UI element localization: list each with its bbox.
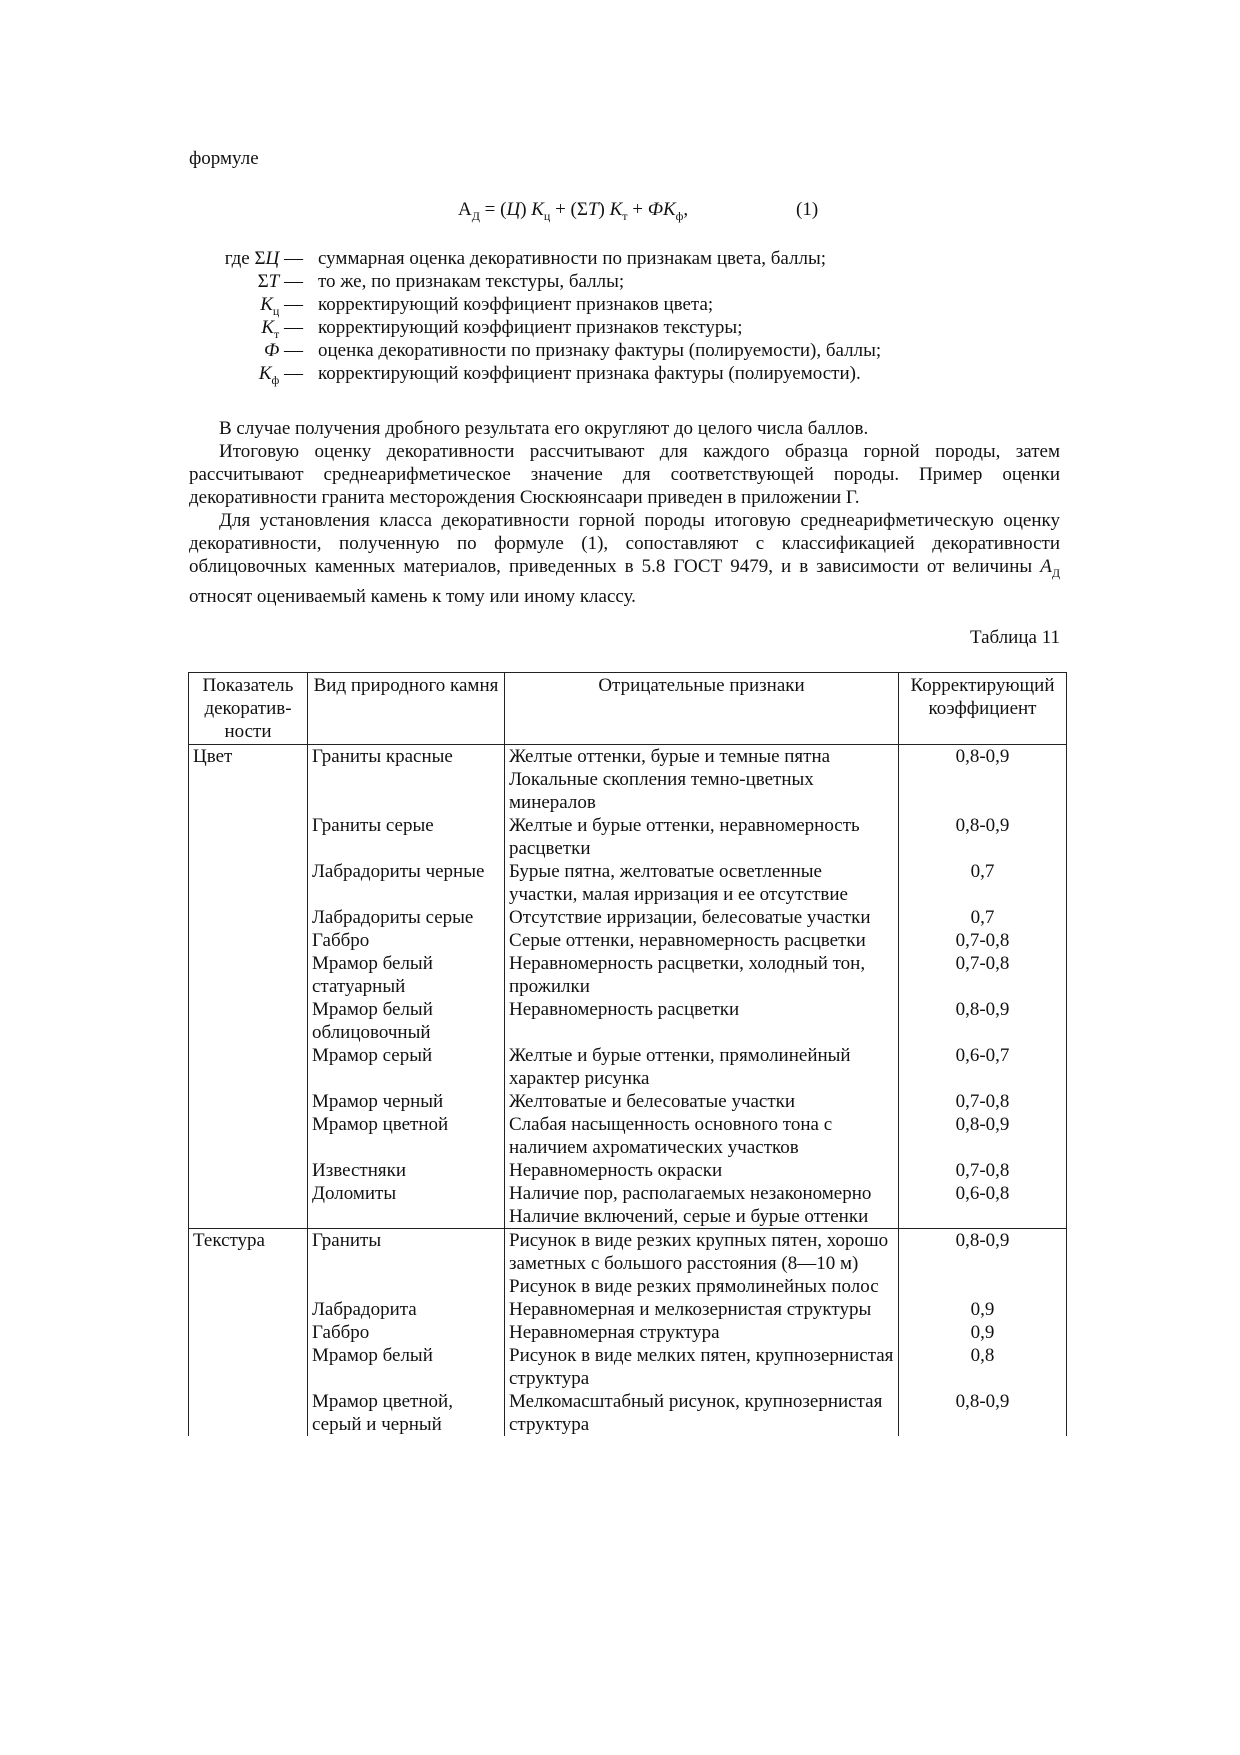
cell-signs: Неравномерность расцветки <box>505 998 899 1044</box>
cell-coefficient: 0,7-0,8 <box>899 1159 1067 1182</box>
where-symbol <box>259 363 303 388</box>
table-row <box>189 1205 1067 1229</box>
table-body <box>189 745 1067 1437</box>
cell-stone: Мрамор белый облицовочный <box>308 998 505 1044</box>
table-row <box>189 998 1067 1044</box>
where-symbol <box>261 317 303 342</box>
cell-indicator: Цвет <box>189 745 308 769</box>
table-row <box>189 1090 1067 1113</box>
cell-indicator <box>189 906 308 929</box>
cell-signs: Рисунок в виде резких крупных пятен, хорошо заметных с большого расстояния (8—10 м) <box>505 1229 899 1276</box>
where-prefix: где Σ <box>224 248 266 269</box>
cell-coefficient: 0,6-0,7 <box>899 1044 1067 1090</box>
cell-signs: Серые оттенки, неравномерность расцветки <box>505 929 899 952</box>
where-dash: — <box>279 363 303 384</box>
cell-coefficient: 0,8-0,9 <box>899 814 1067 860</box>
cell-signs: Желтоватые и белесоватые участки <box>505 1090 899 1113</box>
table-title: Таблица 11 <box>969 627 1060 648</box>
cell-indicator: Текстура <box>189 1229 308 1276</box>
paragraph-symbol-sub: Д <box>1051 565 1060 580</box>
formula-p2: ) <box>598 199 610 220</box>
header-stone: Вид природного камня <box>308 673 505 745</box>
cell-coefficient <box>899 1275 1067 1298</box>
cell-stone <box>308 768 505 814</box>
formula-k2-sub: т <box>622 208 628 223</box>
cell-indicator <box>189 1113 308 1159</box>
cell-stone: Мрамор черный <box>308 1090 505 1113</box>
cell-signs: Мелкомасштабный рисунок, крупнозернистая структура <box>505 1390 899 1436</box>
cell-indicator <box>189 1159 308 1182</box>
cell-stone <box>308 1275 505 1298</box>
cell-coefficient: 0,7 <box>899 860 1067 906</box>
where-sym: К <box>258 363 272 384</box>
cell-coefficient: 0,8-0,9 <box>899 998 1067 1044</box>
cell-signs: Рисунок в виде мелких пятен, крупнозернистая структура <box>505 1344 899 1390</box>
header-coefficient: Корректирующий коэффициент <box>899 673 1067 745</box>
cell-signs: Отсутствие ирризации, белесоватые участки <box>505 906 899 929</box>
where-row <box>189 248 989 271</box>
formula-c: Ц <box>506 199 521 220</box>
cell-coefficient: 0,7-0,8 <box>899 1090 1067 1113</box>
paragraph-text: относят оцениваемый камень к тому или иному классу. <box>189 585 636 607</box>
cell-coefficient: 0,9 <box>899 1321 1067 1344</box>
table-row <box>189 1229 1067 1276</box>
cell-indicator <box>189 1205 308 1229</box>
cell-stone: Лабрадориты черные <box>308 860 505 906</box>
table-row <box>189 1182 1067 1205</box>
cell-indicator <box>189 1321 308 1344</box>
cell-coefficient: 0,6-0,8 <box>899 1182 1067 1205</box>
cell-signs: Неравномерность расцветки, холодный тон, прожилки <box>505 952 899 998</box>
cell-stone: Граниты красные <box>308 745 505 769</box>
table-row <box>189 1344 1067 1390</box>
cell-stone: Граниты серые <box>308 814 505 860</box>
where-dash: — <box>279 340 303 361</box>
where-row <box>189 340 989 363</box>
cell-coefficient: 0,7-0,8 <box>899 929 1067 952</box>
where-sym: Ц <box>265 248 280 269</box>
cell-indicator <box>189 1182 308 1205</box>
where-symbol <box>264 340 303 365</box>
table-row <box>189 1044 1067 1090</box>
where-description: то же, по признакам текстуры, баллы; <box>318 271 625 292</box>
cell-signs: Рисунок в виде резких прямолинейных полос <box>505 1275 899 1298</box>
formula-k1: К <box>531 199 544 220</box>
paragraph <box>189 509 1060 608</box>
where-sym: К <box>261 317 274 338</box>
formula-p1: ) <box>520 199 532 220</box>
where-sub: т <box>274 326 280 341</box>
table-row <box>189 814 1067 860</box>
cell-coefficient <box>899 1205 1067 1229</box>
cell-indicator <box>189 1344 308 1390</box>
table-row <box>189 952 1067 998</box>
where-description: суммарная оценка декоративности по признакам цвета, баллы; <box>318 248 827 269</box>
cell-stone: Лабрадорита <box>308 1298 505 1321</box>
where-legend <box>189 248 989 386</box>
cell-stone: Граниты <box>308 1229 505 1276</box>
cell-indicator <box>189 1044 308 1090</box>
formula <box>458 199 819 224</box>
cell-coefficient: 0,8-0,9 <box>899 1113 1067 1159</box>
paragraph-text: Для установления класса декоративности горной породы итоговую среднеарифметическую оценку декоративности, полученную по формуле (1), сопоставляют с классификацией декоративности облицовочных каменных материалов, приведенных в 5.8 ГОСТ 9479, и в зависимости от величины <box>189 510 1060 577</box>
cell-indicator <box>189 1298 308 1321</box>
formula-a-sub: Д <box>471 208 480 223</box>
paragraph: В случае получения дробного результата его округляют до целого числа баллов. <box>219 418 869 439</box>
formula-f-sub: ф <box>675 208 684 223</box>
cell-coefficient: 0,7-0,8 <box>899 952 1067 998</box>
table-row <box>189 1275 1067 1298</box>
cell-stone: Габбро <box>308 929 505 952</box>
formula-k1-sub: ц <box>543 208 551 223</box>
cell-signs: Неравномерная структура <box>505 1321 899 1344</box>
header-signs: Отрицательные признаки <box>505 673 899 745</box>
cell-indicator <box>189 1390 308 1436</box>
cell-signs: Желтые и бурые оттенки, прямолинейный характер рисунка <box>505 1044 899 1090</box>
cell-stone: Доломиты <box>308 1182 505 1205</box>
cell-coefficient: 0,7 <box>899 906 1067 929</box>
formula-f: ФК <box>647 199 676 220</box>
where-prefix: Σ <box>257 271 269 292</box>
cell-signs: Желтые и бурые оттенки, неравномерность расцветки <box>505 814 899 860</box>
cell-signs: Наличие включений, серые и бурые оттенки <box>505 1205 899 1229</box>
cell-indicator <box>189 998 308 1044</box>
cell-stone: Известняки <box>308 1159 505 1182</box>
formula-comma: , <box>683 199 689 220</box>
where-sub: ф <box>271 372 280 387</box>
where-dash: — <box>279 294 303 315</box>
table-row <box>189 929 1067 952</box>
formula-k2: К <box>609 199 623 220</box>
where-sym: Т <box>268 271 280 292</box>
cell-coefficient: 0,8-0,9 <box>899 1390 1067 1436</box>
where-sym: Ф <box>263 340 280 361</box>
formula-plus2: + <box>627 199 648 220</box>
where-description: корректирующий коэффициент признака фактуры (полируемости). <box>318 363 861 384</box>
cell-stone: Габбро <box>308 1321 505 1344</box>
cell-signs: Неравномерность окраски <box>505 1159 899 1182</box>
formula-plus1: + (Σ <box>550 199 588 220</box>
paragraph-symbol: А <box>1040 556 1052 577</box>
cell-signs: Желтые оттенки, бурые и темные пятна <box>505 745 899 769</box>
formula-a: А <box>458 199 472 220</box>
where-description: корректирующий коэффициент признаков цвета; <box>318 294 714 315</box>
table-row <box>189 1159 1067 1182</box>
where-dash: — <box>279 271 303 292</box>
cell-signs: Неравномерная и мелкозернистая структуры <box>505 1298 899 1321</box>
cell-stone: Мрамор цветной, серый и черный <box>308 1390 505 1436</box>
cell-signs: Локальные скопления темно-цветных минералов <box>505 768 899 814</box>
cell-stone <box>308 1205 505 1229</box>
table-row <box>189 768 1067 814</box>
cell-stone: Мрамор белый <box>308 1344 505 1390</box>
paragraph: Итоговую оценку декоративности рассчитывают для каждого образца горной породы, затем рассчитывают среднеарифметическое значение для соответствующей породы. Пример оценки декоративности гранита месторождения Сюскюянсаари приведен в приложении Г. <box>189 441 1060 508</box>
table-header-row <box>189 673 1067 745</box>
cell-indicator <box>189 768 308 814</box>
cell-stone: Мрамор белый статуарный <box>308 952 505 998</box>
where-row <box>189 317 989 340</box>
cell-coefficient: 0,8-0,9 <box>899 1229 1067 1276</box>
cell-signs: Бурые пятна, желтоватые осветленные участки, малая ирризация и ее отсутствие <box>505 860 899 906</box>
cell-coefficient <box>899 768 1067 814</box>
where-symbol <box>260 294 303 319</box>
body-paragraphs <box>189 417 1060 608</box>
formula-eq: = ( <box>479 199 507 220</box>
where-sym: К <box>260 294 273 315</box>
cell-indicator <box>189 860 308 906</box>
where-row <box>189 271 989 294</box>
cell-indicator <box>189 1090 308 1113</box>
cell-coefficient: 0,8 <box>899 1344 1067 1390</box>
cell-coefficient: 0,9 <box>899 1298 1067 1321</box>
formula-number: (1) <box>796 199 819 220</box>
where-description: корректирующий коэффициент признаков текстуры; <box>318 317 743 338</box>
table-row <box>189 1113 1067 1159</box>
cell-indicator <box>189 929 308 952</box>
cell-indicator <box>189 1275 308 1298</box>
formula-t: Т <box>587 199 599 220</box>
where-symbol <box>225 248 303 273</box>
where-row <box>189 294 989 317</box>
coefficients-table <box>188 672 1067 1436</box>
where-dash: — <box>279 317 303 338</box>
intro-text: формуле <box>189 148 259 169</box>
cell-signs: Слабая насыщенность основного тона с наличием ахроматических участков <box>505 1113 899 1159</box>
where-row <box>189 363 989 386</box>
cell-stone: Лабрадориты серые <box>308 906 505 929</box>
cell-stone: Мрамор серый <box>308 1044 505 1090</box>
cell-indicator <box>189 814 308 860</box>
cell-stone: Мрамор цветной <box>308 1113 505 1159</box>
table-row <box>189 1298 1067 1321</box>
cell-coefficient: 0,8-0,9 <box>899 745 1067 769</box>
cell-signs: Наличие пор, располагаемых незакономерно <box>505 1182 899 1205</box>
table-row <box>189 745 1067 769</box>
where-dash: — <box>279 248 303 269</box>
header-indicator: Показатель декоратив-ности <box>189 673 308 745</box>
table-row <box>189 860 1067 906</box>
table-row <box>189 906 1067 929</box>
cell-indicator <box>189 952 308 998</box>
where-symbol <box>258 271 303 296</box>
where-description: оценка декоративности по признаку фактуры (полируемости), баллы; <box>318 340 882 361</box>
table-row <box>189 1321 1067 1344</box>
where-sub: ц <box>272 303 280 318</box>
table-row <box>189 1390 1067 1436</box>
